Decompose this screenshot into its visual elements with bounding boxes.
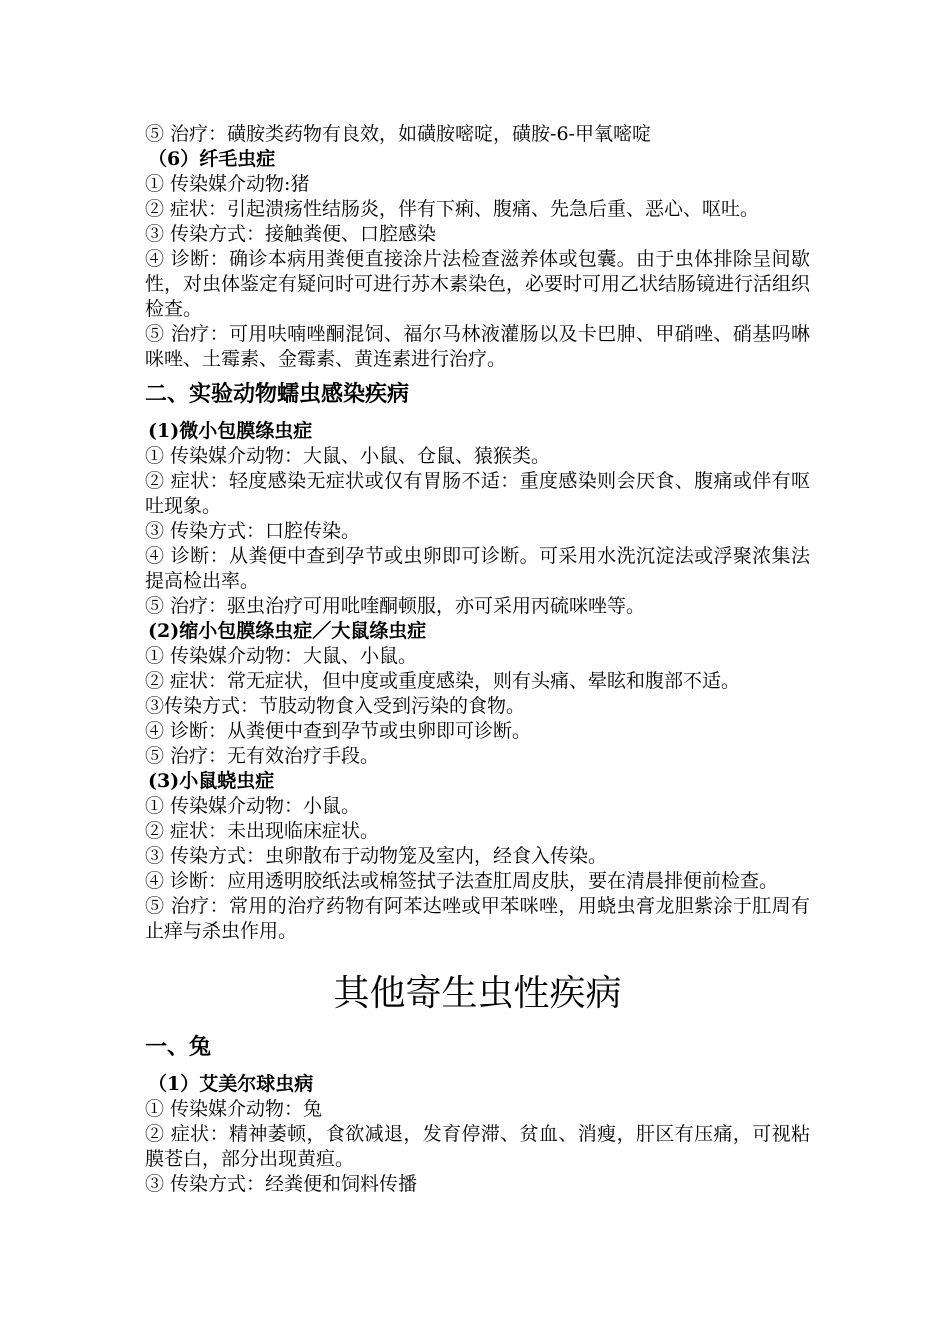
text-line: ③ 传染方式：接触粪便、口腔感染 bbox=[145, 223, 437, 245]
text-line: ③ 传染方式：虫卵散布于动物笼及室内，经食入传染。 bbox=[145, 845, 608, 867]
text-line: ④ 诊断：从粪便中查到孕节或虫卵即可诊断。可采用水洗沉淀法或浮聚浓集法提高检出率。 bbox=[145, 545, 810, 592]
subsection-heading: (2)缩小包膜绦虫症／大鼠绦虫症 bbox=[148, 620, 427, 642]
text-line: ② 症状：常无症状，但中度或重度感染，则有头痛、晕眩和腹部不适。 bbox=[145, 670, 741, 692]
text-line: ③传染方式：节肢动物食入受到污染的食物。 bbox=[145, 695, 526, 717]
text-line: ④ 诊断：从粪便中查到孕节或虫卵即可诊断。 bbox=[145, 720, 532, 742]
text-line: ④ 诊断：确诊本病用粪便直接涂片法检查滋养体或包囊。由于虫体排除呈间歇性，对虫体鉴定有疑问时可进行苏木素染色，必要时可用乙状结肠镜进行活组织检查。 bbox=[145, 248, 811, 320]
text-line: ② 症状：轻度感染无症状或仅有胃肠不适：重度感染则会厌食、腹痛或伴有呕吐现象。 bbox=[145, 470, 810, 517]
text-line: ⑤ 治疗：磺胺类药物有良效，如磺胺嘧啶，磺胺-6-甲氧嘧啶 bbox=[145, 123, 651, 145]
text-line: ① 传染媒介动物：兔 bbox=[145, 1098, 323, 1120]
subsection-heading: （1）艾美尔球虫病 bbox=[148, 1073, 314, 1095]
text-line: ⑤ 治疗：无有效治疗手段。 bbox=[145, 745, 380, 767]
subsection-heading: (3)小鼠蛲虫症 bbox=[148, 770, 275, 792]
text-line: ⑤ 治疗：驱虫治疗可用吡喹酮顿服，亦可采用丙硫咪唑等。 bbox=[145, 595, 646, 617]
text-line: ① 传染媒介动物：大鼠、小鼠、仓鼠、猿猴类。 bbox=[145, 445, 551, 467]
subsection-heading: (1)微小包膜绦虫症 bbox=[148, 420, 313, 442]
text-line: ① 传染媒介动物：小鼠。 bbox=[145, 795, 361, 817]
text-line: ⑤ 治疗：可用呋喃唑酮混饲、福尔马林液灌肠以及卡巴胂、甲硝唑、硝基吗啉咪唑、土霉素、金霉素、黄连素进行治疗。 bbox=[145, 323, 810, 370]
subsection-heading: （6）纤毛虫症 bbox=[148, 148, 276, 170]
text-line: ③ 传染方式：经粪便和饲料传播 bbox=[145, 1173, 418, 1195]
text-line: ③ 传染方式：口腔传染。 bbox=[145, 520, 361, 542]
section-heading: 二、实验动物蠕虫感染疾病 bbox=[145, 382, 410, 407]
text-line: ⑤ 治疗：常用的治疗药物有阿苯达唑或甲苯咪唑，用蛲虫膏龙胆紫涂于肛周有止痒与杀虫作用。 bbox=[145, 895, 810, 942]
text-line: ② 症状：精神萎顿，食欲减退，发育停滞、贫血、消瘦，肝区有压痛，可视粘膜苍白，部分出现黄疸。 bbox=[145, 1123, 810, 1170]
text-line: ① 传染媒介动物：大鼠、小鼠。 bbox=[145, 645, 418, 667]
text-line: ① 传染媒介动物:猪 bbox=[145, 173, 310, 195]
chapter-title: 其他寄生虫性疾病 bbox=[333, 973, 622, 1014]
text-line: ④ 诊断：应用透明胶纸法或棉签拭子法查肛周皮肤，要在清晨排便前检查。 bbox=[145, 870, 779, 892]
document-body bbox=[145, 122, 810, 1197]
text-line: ② 症状：未出现临床症状。 bbox=[145, 820, 380, 842]
text-line: ② 症状：引起溃疡性结肠炎，伴有下痢、腹痛、先急后重、恶心、呕吐。 bbox=[145, 198, 760, 220]
section-heading: 一、兔 bbox=[145, 1035, 212, 1060]
